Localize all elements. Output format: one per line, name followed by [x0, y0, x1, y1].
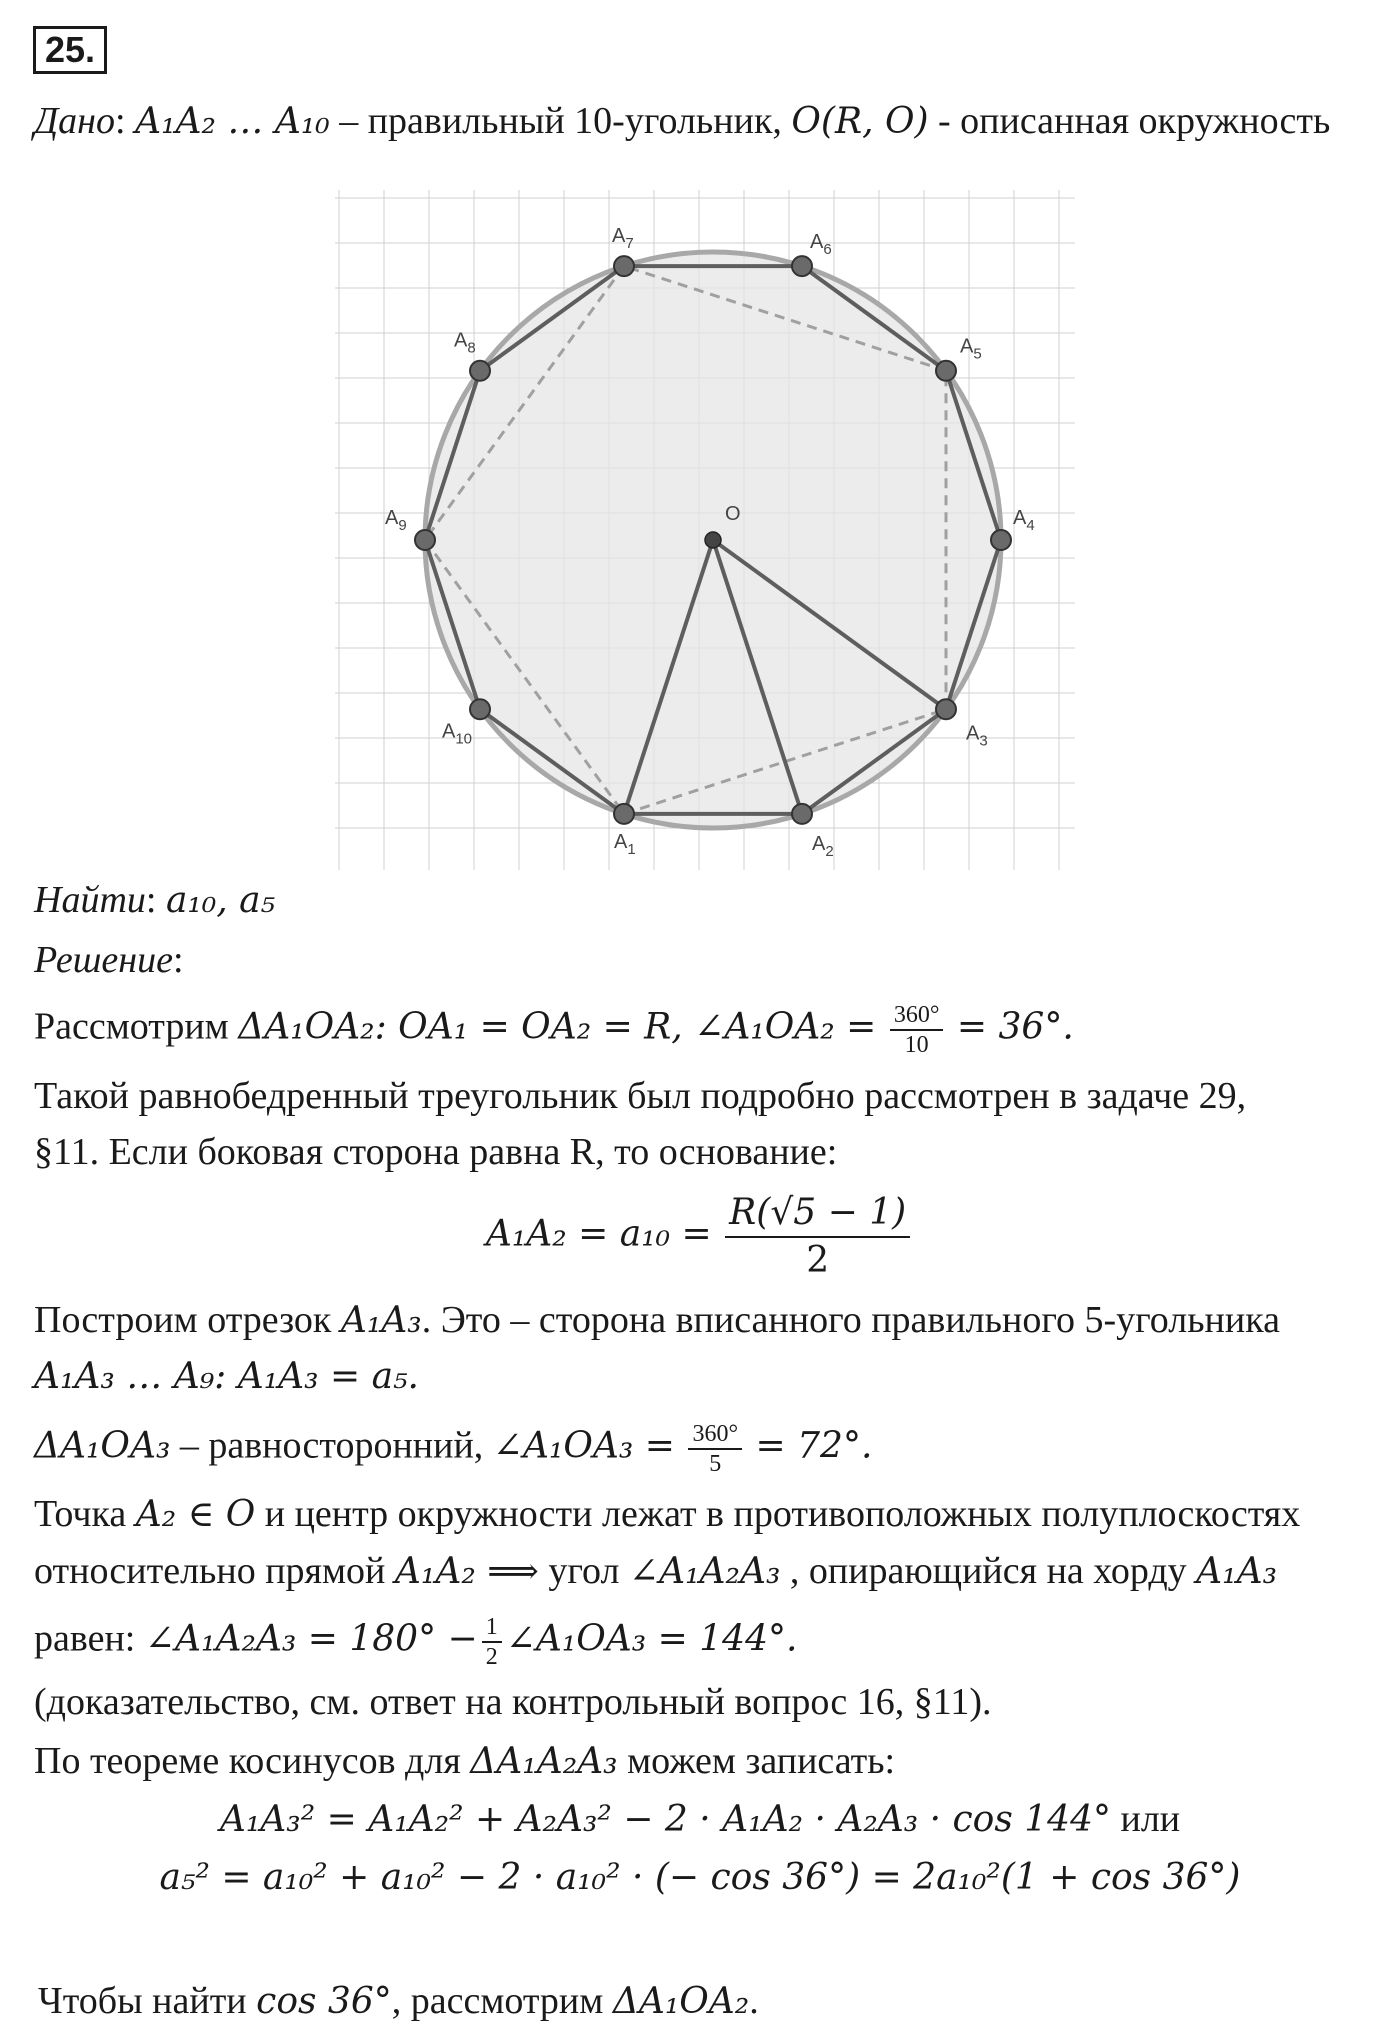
f2-or: или	[1120, 1798, 1181, 1840]
l9-math2: ∠A₁OA₃ = 144°.	[505, 1618, 798, 1660]
line-12	[38, 1977, 759, 2026]
vertex-point	[936, 699, 956, 719]
l1-math: : OA₁ = OA₂ = R, ∠A₁OA₂ =	[374, 1006, 877, 1048]
line-4	[34, 1296, 1280, 1345]
l4-segment: A₁A₃	[340, 1300, 422, 1341]
l8-text1: относительно прямой	[34, 1550, 386, 1592]
l6-frac-num: 360°	[692, 1421, 739, 1447]
l7-math: A₂ ∈ O	[135, 1494, 256, 1535]
vertex-label: $A_8$	[454, 329, 476, 357]
decagon-figure	[335, 190, 1075, 870]
l9-text: равен:	[34, 1617, 136, 1660]
l1-triangle: ΔA₁OA₂	[238, 1006, 375, 1048]
center-label: O	[725, 503, 741, 525]
center-point	[705, 532, 721, 548]
l1-text: Рассмотрим	[34, 1005, 229, 1048]
vertex-label: $A_{10}$	[442, 720, 473, 748]
l9-frac-den: 2	[482, 1641, 502, 1671]
vertex-label: $A_5$	[959, 335, 982, 363]
l6-text: – равносторонний,	[179, 1424, 484, 1467]
vertex-point	[415, 530, 435, 550]
l8-text3: , опирающийся на хорду	[789, 1550, 1187, 1592]
vertex-point	[470, 361, 490, 381]
f1-fraction	[725, 1190, 910, 1284]
l8-angle: ∠A₁A₂A₃	[628, 1551, 781, 1592]
find-colon: :	[145, 879, 157, 921]
l1-end: = 36°.	[956, 1006, 1074, 1048]
vertex-label: $A_3$	[965, 722, 988, 750]
line-6	[34, 1420, 872, 1478]
l6-triangle: ΔA₁OA₃	[34, 1425, 171, 1467]
l12-triangle: ΔA₁OA₂	[612, 1981, 750, 2022]
formula-2	[0, 1795, 1400, 1844]
l9-frac-num: 1	[485, 1614, 498, 1640]
problem-number: 25.	[33, 26, 107, 74]
l6-angle: ∠A₁OA₃ =	[492, 1425, 675, 1467]
formula-3	[0, 1853, 1400, 1902]
l11-triangle: ΔA₁A₂A₃	[470, 1741, 618, 1782]
line-1	[34, 1001, 1074, 1059]
l5-math: A₁A₃ … A₉: A₁A₃ = a₅.	[34, 1356, 419, 1397]
solution-line	[34, 936, 184, 984]
line-10: (доказательство, см. ответ на контрольный вопрос 16, §11).	[34, 1681, 992, 1723]
l1-frac-den: 10	[890, 1029, 944, 1059]
f3-math: a₅² = a₁₀² + a₁₀² − 2 · a₁₀² · (− cos 36°) = 2a₁₀²(1 + cos 36°)	[159, 1857, 1241, 1898]
l4-text2: . Это – сторона вписанного правильного 5-угольника	[421, 1299, 1280, 1341]
given-text2: - описанная окружность	[938, 100, 1331, 142]
l12-text1: Чтобы найти	[38, 1980, 247, 2022]
l12-text2: , рассмотрим	[391, 1980, 604, 2022]
vertex-point	[991, 530, 1011, 550]
l11-text2: можем записать:	[627, 1740, 896, 1782]
given-line	[34, 97, 1330, 146]
line-5	[34, 1352, 419, 1401]
line-7	[34, 1490, 1300, 1539]
solution-colon: :	[172, 939, 184, 981]
given-circle: O(R, O)	[791, 101, 929, 142]
f2-math: A₁A₃² = A₁A₂² + A₂A₃² − 2 · A₁A₂ · A₂A₃ · cos 144°	[219, 1799, 1111, 1840]
f1-num: R(√5 − 1)	[729, 1192, 907, 1233]
l1-fraction	[890, 1001, 944, 1059]
vertex-label: $A_9$	[385, 507, 407, 534]
find-line	[34, 876, 275, 925]
l12-end: .	[749, 1980, 759, 2022]
l6-end: = 72°.	[755, 1425, 873, 1467]
l6-frac-den: 5	[688, 1448, 742, 1478]
vertex-point	[792, 804, 812, 824]
line-11	[34, 1737, 895, 1786]
l12-cos: cos 36°	[256, 1981, 392, 2022]
f1-den: 2	[725, 1236, 910, 1284]
l4-text1: Построим отрезок	[34, 1299, 332, 1341]
given-label: Дано	[34, 100, 116, 142]
vertex-point	[792, 256, 812, 276]
formula-1	[0, 1190, 1400, 1284]
vertex-label: $A_1$	[614, 830, 636, 858]
given-colon: :	[115, 100, 126, 142]
line-8	[34, 1547, 1277, 1596]
l11-text1: По теореме косинусов для	[34, 1740, 461, 1782]
vertex-point	[936, 361, 956, 381]
l9-fraction	[482, 1613, 502, 1671]
given-text1: правильный 10-угольник,	[367, 100, 782, 142]
f1-left: A₁A₂ = a₁₀ =	[485, 1213, 712, 1255]
l8-line: A₁A₂ ⟹	[394, 1551, 539, 1592]
vertex-label: $A_4$	[1013, 507, 1035, 534]
vertex-point	[614, 256, 634, 276]
l1-frac-num: 360°	[893, 1002, 940, 1028]
vertex-point	[470, 699, 490, 719]
vertex-label: $A_7$	[612, 225, 634, 253]
l7-text1: Точка	[34, 1493, 127, 1535]
vertex-point	[614, 804, 634, 824]
solution-label: Решение	[34, 939, 173, 981]
l7-text2: и центр окружности лежат в противоположных полуплоскостях	[264, 1493, 1301, 1535]
vertex-label: $A_6$	[809, 231, 832, 259]
find-what: a₁₀, a₅	[165, 880, 276, 921]
l8-chord: A₁A₃	[1196, 1551, 1278, 1592]
find-label: Найти	[34, 879, 146, 921]
line-9	[34, 1613, 797, 1671]
given-polygon: A₁A₂ … A₁₀	[135, 101, 330, 142]
l6-fraction	[688, 1420, 742, 1478]
vertex-label: $A_2$	[811, 832, 834, 860]
line-2: Такой равнобедренный треугольник был подробно рассмотрен в задаче 29,	[34, 1075, 1247, 1117]
given-dash: –	[339, 100, 359, 142]
l9-math1: ∠A₁A₂A₃ = 180° −	[144, 1618, 478, 1660]
line-3: §11. Если боковая сторона равна R, то основание:	[34, 1131, 838, 1173]
l8-text2: угол	[548, 1550, 620, 1592]
